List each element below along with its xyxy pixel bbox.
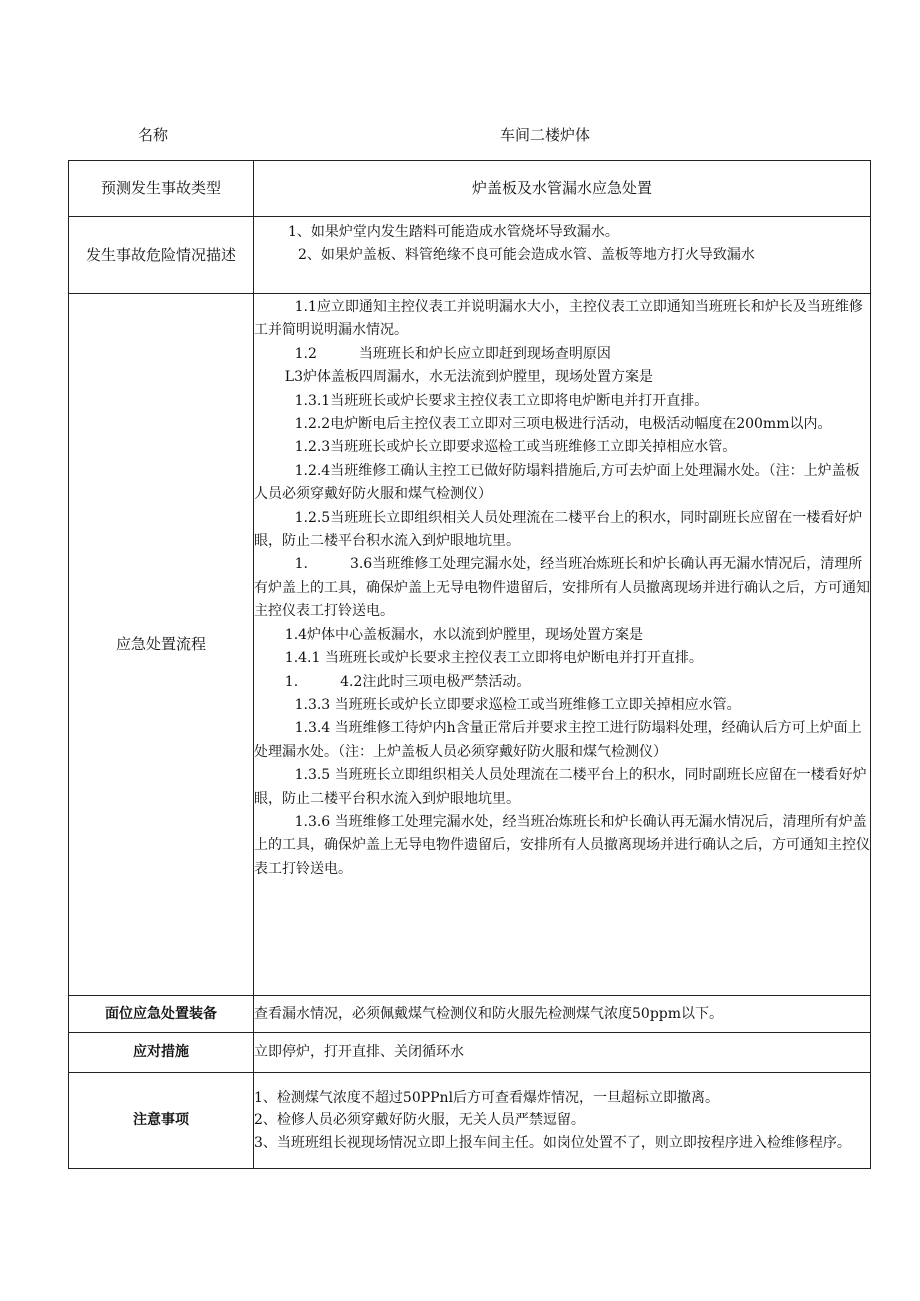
emergency-table	[68, 160, 871, 1169]
process-label: 应急处置流程	[69, 294, 254, 996]
process-paragraph: 1.2.3当班班长或炉长立即要求巡检工或当班维修工立即关掉相应水管。	[294, 439, 737, 456]
process-paragraph: 1.2.5当班班长立即组织相关人员处理流在二楼平台上的积水，同时副班长应留在一楼看好炉眼，防止二楼平台积水流入到炉眼地坑里。	[254, 509, 863, 550]
risk-line: 1、如果炉堂内发生踏料可能造成水管烧坏导致漏水。	[288, 224, 619, 240]
notes-label: 注意事项	[69, 1073, 254, 1169]
notes-line: 3、当班班组长视现场情况立即上报车间主任。如岗位处置不了，则立即按程序进入检维修程序。	[254, 1134, 851, 1151]
process-paragraph: 1. 3.6当班维修工处理完漏水处，经当班冶炼班长和炉长确认再无漏水情况后，清理所有炉盖上的工具，确保炉盖上无导电物件遗留后，安排所有人员撤离现场并进行确认之后，方可通知主控仪表工打铃送电。	[254, 556, 870, 620]
process-paragraph: 1.3.6 当班维修工处理完漏水处，经当班冶炼班长和炉长确认再无漏水情况后，清理所有炉盖上的工具，确保炉盖上无导电物件遗留后，安排所有人员撤离现场并进行确认之后，方可通知主控仪表工打铃送电。	[254, 813, 870, 877]
process-paragraph: 1.4炉体中心盖板漏水，水以流到炉膛里，现场处置方案是	[284, 626, 644, 643]
notes-line: 1、检测煤气浓度不超过50PPnl后方可查看爆炸情况，一旦超标立即撤离。	[254, 1089, 720, 1106]
equipment-label: 面位应急处置装备	[69, 996, 254, 1033]
accident-type-label: 预测发生事故类型	[69, 161, 254, 217]
process-paragraph: 1.3.5 当班班长立即组织相关人员处理流在二楼平台上的积水，同时副班长应留在一楼看好炉眼，防止二楼平台积水流入到炉眼地坑里。	[254, 767, 867, 807]
row-equipment	[69, 996, 871, 1033]
measures-value: 立即停炉，打开直排、关闭循环水	[254, 1033, 871, 1073]
risk-description-label: 发生事故危险情况描述	[69, 217, 254, 294]
name-value: 车间二楼炉体	[500, 126, 591, 144]
header-row	[68, 124, 871, 154]
row-measures	[69, 1033, 871, 1073]
measures-label: 应对措施	[69, 1033, 254, 1073]
row-notes	[69, 1073, 871, 1169]
risk-description-value	[254, 217, 871, 294]
row-accident-type	[69, 161, 871, 217]
process-paragraph: 1.3.4 当班维修工待炉内h含量正常后并要求主控工进行防塌料处理，经确认后方可上炉面上处理漏水处。（注：上炉盖板人员必须穿戴好防火服和煤气检测仪）	[254, 720, 862, 760]
accident-type-value: 炉盖板及水管漏水应急处置	[254, 161, 871, 217]
name-label: 名称	[138, 126, 169, 144]
process-paragraph: 1.2 当班班长和炉长应立即赶到现场查明原因	[294, 345, 611, 362]
process-paragraph: 1.1应立即通知主控仪表工并说明漏水大小，主控仪表工立即通知当班班长和炉长及当班维修工并简明说明漏水情况。	[254, 299, 863, 339]
row-process	[69, 294, 871, 996]
notes-line: 2、检修人员必须穿戴好防火服，无关人员严禁逗留。	[254, 1112, 585, 1129]
process-paragraph: 1.4.1 当班班长或炉长要求主控仪表工立即将电炉断电并打开直排。	[284, 650, 703, 667]
process-paragraph: 1.3.3 当班班长或炉长立即要求巡检工或当班维修工立即关掉相应水管。	[294, 696, 741, 713]
process-paragraph: 1.2.2电炉断电后主控仪表工立即对三项电极进行活动，电极活动幅度在200mm以内。	[294, 416, 832, 433]
row-risk-description	[69, 217, 871, 294]
process-paragraph: 1.3.1当班班长或炉长要求主控仪表工立即将电炉断电并打开直排。	[294, 392, 709, 409]
process-content	[254, 294, 871, 996]
process-paragraph: 1. 4.2注此时三项电极严禁活动。	[284, 673, 531, 690]
equipment-value: 查看漏水情况，必须佩戴煤气检测仪和防火服先检测煤气浓度50ppm以下。	[254, 996, 871, 1033]
process-paragraph: L3炉体盖板四周漏水，水无法流到炉膛里，现场处置方案是	[284, 369, 653, 386]
notes-content	[254, 1073, 871, 1169]
risk-line: 2、如果炉盖板、料管绝缘不良可能会造成水管、盖板等地方打火导致漏水	[298, 247, 755, 263]
process-paragraph: 1.2.4当班维修工确认主控工已做好防塌料措施后,方可去炉面上处理漏水处。（注：上炉盖板人员必须穿戴好防火服和煤气检测仪）	[254, 462, 860, 503]
